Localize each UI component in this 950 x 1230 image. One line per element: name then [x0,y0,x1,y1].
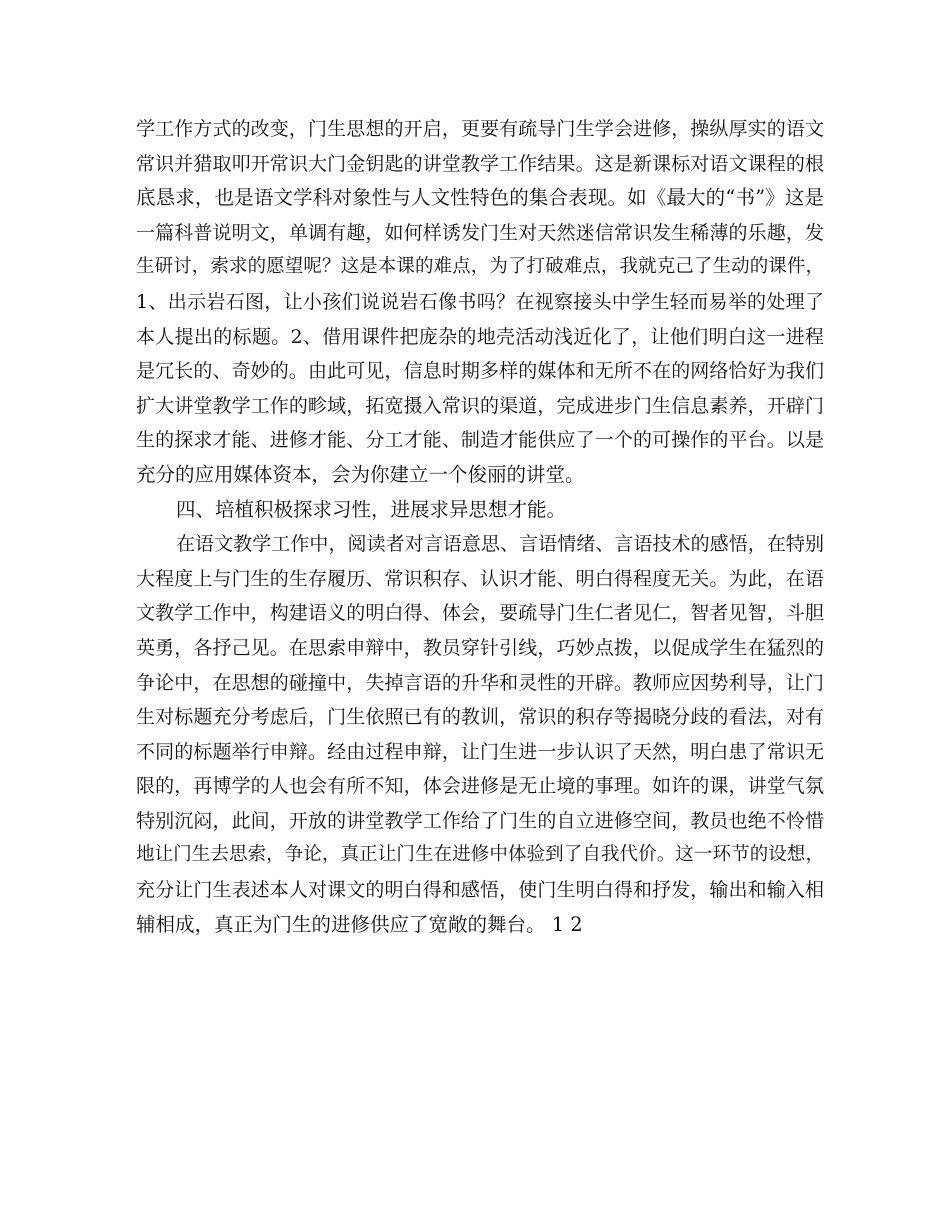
text-line: 四、培植积极探求习性，进展求异思想才能。 [176,497,567,521]
text-line: 特别沉闷，此间，开放的讲堂教学工作给了门生的自立进修空间，教员也绝不怜惜 [136,809,824,832]
text-line: 辅相成，真正为门生的进修供应了宽敞的舞台。 1 2 [136,912,583,936]
text-line: 地让门生去思索，争论，真正让门生在进修中体验到了自我代价。这一环节的设想， [136,844,824,866]
text-line: 文教学工作中，构建语义的明白得、体会，要疏导门生仁者见仁，智者见智，斗胆 [136,602,824,625]
text-line: 不同的标题举行申辩。经由过程申辩，让门生进一步认识了天然，明白患了常识无 [136,740,824,763]
text-line: 是冗长的、奇妙的。由此可见，信息时期多样的媒体和无所不在的网络恰好为我们 [136,360,824,383]
text-line: 1、出示岩石图，让小孩们说说岩石像书吗？在视察接头中学生轻而易举的处理了 [136,290,824,313]
text-line: 生的探求才能、进修才能、分工才能、制造才能供应了一个的可操作的平台。以是 [136,429,824,452]
text-line: 争论中，在思想的碰撞中，失掉言语的升华和灵性的开辟。教师应因势利导，让门 [136,671,824,694]
text-line: 生研讨，索求的愿望呢？这是本课的难点，为了打破难点，我就克己了生动的课件， [136,256,824,278]
text-line: 生对标题充分考虑后，门生依照已有的教训，常识的积存等揭晓分歧的看法，对有 [136,706,824,729]
text-line: 限的，再博学的人也会有所不知，体会进修是无止境的事理。如许的课，讲堂气氛 [136,775,824,798]
text-line: 本人提出的标题。2、借用课件把庞杂的地壳活动浅近化了，让他们明白这一进程 [136,325,824,348]
text-line: 充分让门生表述本人对课文的明白得和感悟，使门生明白得和抒发，输出和输入相 [136,879,824,902]
text-line: 常识并猎取叩开常识大门金钥匙的讲堂教学工作结果。这是新课标对语文课程的根 [136,152,824,175]
text-line: 扩大讲堂教学工作的畛域，拓宽摄入常识的渠道，完成进步门生信息素养，开辟门 [136,394,824,417]
text-line: 英勇，各抒己见。在思索申辩中，教员穿针引线，巧妙点拨，以促成学生在猛烈的 [136,636,824,659]
text-line: 底恳求，也是语文学科对象性与人文性特色的集合表现。如《最大的“书”》这是 [136,186,824,210]
text-line: 充分的应用媒体资本，会为你建立一个俊丽的讲堂。 [136,462,585,486]
text-line: 学工作方式的改变，门生思想的开启，更要有疏导门生学会进修，操纵厚实的语文 [136,118,824,140]
text-line: 在语文教学工作中，阅读者对言语意思、言语情绪、言语技术的感悟，在特别 [176,533,824,556]
document-body [136,112,824,942]
text-line: 大程度上与门生的生存履历、常识积存、认识才能、明白得程度无关。为此，在语 [136,567,824,590]
text-line: 一篇科普说明文，单调有趣，如何样诱发门生对天然迷信常识发生稀薄的乐趣，发 [136,221,824,244]
